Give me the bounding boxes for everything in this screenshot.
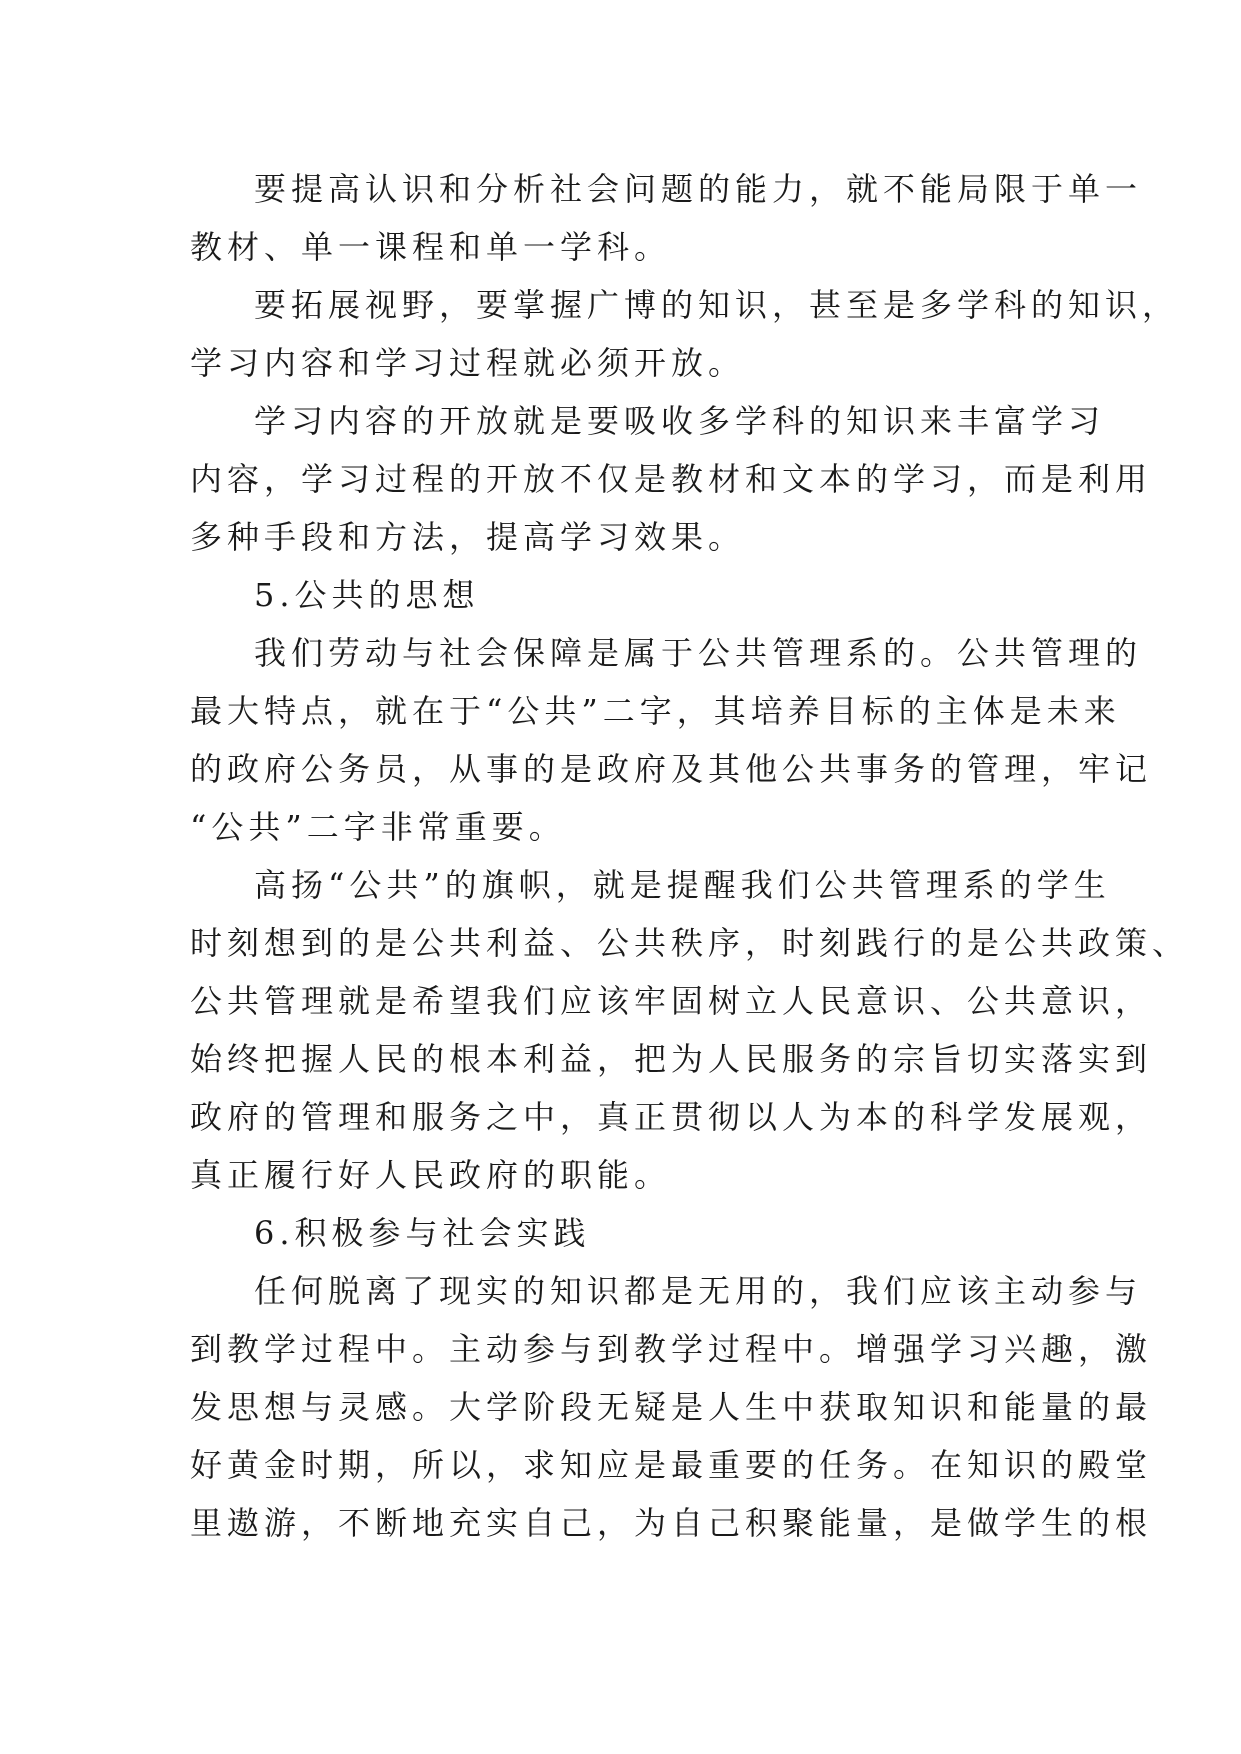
paragraph-line: 我们劳动与社会保障是属于公共管理系的。公共管理的 (254, 634, 1143, 672)
paragraph-line: 教材、单一课程和单一学科。 (190, 228, 672, 266)
paragraph-line: 公共管理就是希望我们应该牢固树立人民意识、公共意识， (190, 982, 1153, 1020)
section-heading: 6.积极参与社会实践 (254, 1214, 591, 1252)
paragraph-line: 学习内容的开放就是要吸收多学科的知识来丰富学习 (254, 402, 1106, 440)
paragraph-line: 好黄金时期，所以，求知应是最重要的任务。在知识的殿堂 (190, 1446, 1153, 1484)
paragraph-line: 里遨游，不断地充实自己，为自己积聚能量，是做学生的根 (190, 1504, 1153, 1542)
paragraph-line: 真正履行好人民政府的职能。 (190, 1156, 672, 1194)
section-heading: 5.公共的思想 (254, 576, 480, 614)
paragraph-line: 政府的管理和服务之中，真正贯彻以人为本的科学发展观， (190, 1098, 1153, 1136)
paragraph-line: 高扬“公共”的旗帜，就是提醒我们公共管理系的学生 (254, 866, 1111, 904)
paragraph-line: 学习内容和学习过程就必须开放。 (190, 344, 746, 382)
paragraph-line: 发思想与灵感。大学阶段无疑是人生中获取知识和能量的最 (190, 1388, 1153, 1426)
paragraph-line: 到教学过程中。主动参与到教学过程中。增强学习兴趣，激 (190, 1330, 1153, 1368)
paragraph-line: 内容，学习过程的开放不仅是教材和文本的学习，而是利用 (190, 460, 1153, 498)
paragraph-line: 时刻想到的是公共利益、公共秩序，时刻践行的是公共政策、 (190, 924, 1190, 962)
document-body (190, 160, 1190, 1552)
paragraph-line: 要提高认识和分析社会问题的能力，就不能局限于单一 (254, 170, 1143, 208)
paragraph-line: 最大特点，就在于“公共”二字，其培养目标的主体是未来 (190, 692, 1121, 730)
paragraph-line: 要拓展视野，要掌握广博的知识，甚至是多学科的知识， (254, 286, 1180, 324)
paragraph-line: 多种手段和方法，提高学习效果。 (190, 518, 746, 556)
paragraph-line: 任何脱离了现实的知识都是无用的，我们应该主动参与 (254, 1272, 1143, 1310)
paragraph-line: 的政府公务员，从事的是政府及其他公共事务的管理，牢记 (190, 750, 1153, 788)
paragraph-line: “公共”二字非常重要。 (190, 808, 566, 846)
paragraph-line: 始终把握人民的根本利益，把为人民服务的宗旨切实落实到 (190, 1040, 1153, 1078)
